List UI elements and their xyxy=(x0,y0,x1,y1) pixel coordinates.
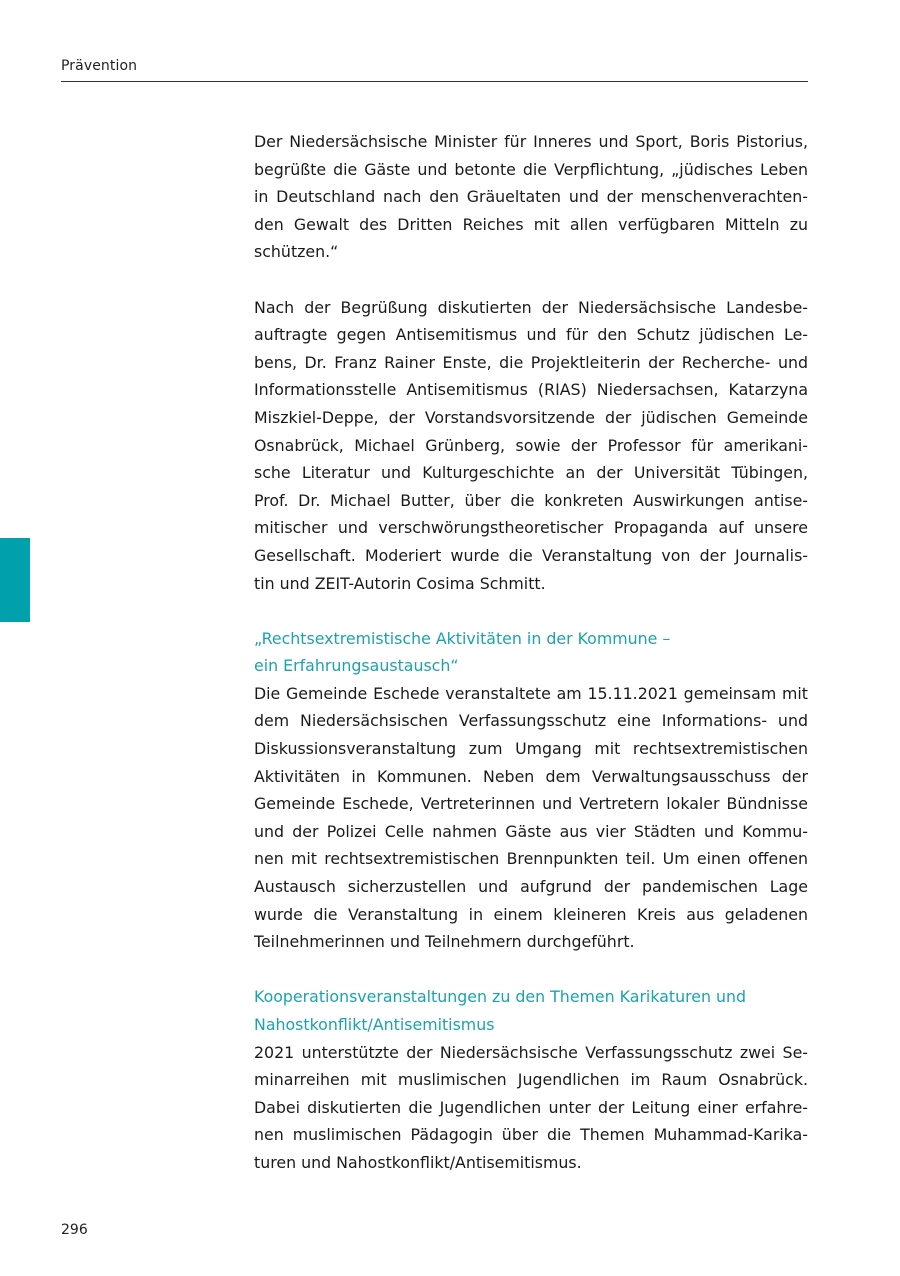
text-line: nen muslimischen Pädagogin über die Themen Muhammad-Karika- xyxy=(254,1125,808,1145)
running-header: Prävention xyxy=(61,58,138,74)
text-line: Dabei diskutierten die Jugendlichen unter der Leitung einer erfahre- xyxy=(254,1097,808,1117)
paragraph-spacer xyxy=(254,597,808,625)
text-line: Prof. Dr. Michael Butter, über die konkreten Auswirkungen antise- xyxy=(254,490,808,510)
text-line: und der Polizei Celle nahmen Gäste aus vier Städten und Kommu- xyxy=(254,821,808,841)
paragraph-spacer xyxy=(254,266,808,294)
text-line: Informationsstelle Antisemitismus (RIAS) Niedersachsen, Katarzyna xyxy=(254,380,808,400)
text-line: Miszkiel-Deppe, der Vorstandsvorsitzende der jüdischen Gemeinde xyxy=(254,407,808,427)
text-line: minarreihen mit muslimischen Jugendlichen im Raum Osnabrück. xyxy=(254,1070,808,1090)
text-line: Aktivitäten in Kommunen. Neben dem Verwaltungsausschuss der xyxy=(254,766,808,786)
text-line: turen und Nahostkonflikt/Antisemitismus. xyxy=(254,1152,582,1172)
section-kooperation xyxy=(254,983,808,1176)
text-line: Gemeinde Eschede, Vertreterinnen und Vertretern lokaler Bündnisse xyxy=(254,794,808,814)
text-line: auftragte gegen Antisemitismus und für den Schutz jüdischen Le- xyxy=(254,325,808,345)
text-line: tin und ZEIT-Autorin Cosima Schmitt. xyxy=(254,573,546,593)
text-line: Der Niedersächsische Minister für Inneres und Sport, Boris Pistorius, xyxy=(254,132,808,151)
section-heading: ein Erfahrungsaustausch“ xyxy=(254,656,459,676)
text-line: 2021 unterstützte der Niedersächsische Verfassungsschutz zwei Se- xyxy=(254,1042,808,1062)
paragraph-panel-discussion xyxy=(254,294,808,598)
text-line: mitischer und verschwörungstheoretischer Propaganda auf unsere xyxy=(254,518,808,538)
header-divider xyxy=(61,81,808,82)
text-line: Die Gemeinde Eschede veranstaltete am 15.11.2021 gemeinsam mit xyxy=(254,683,808,703)
text-line: Gesellschaft. Moderiert wurde die Veranstaltung von der Journalis- xyxy=(254,545,808,565)
text-line: Austausch sicherzustellen und aufgrund der pandemischen Lage xyxy=(254,877,808,897)
text-line: Diskussionsveranstaltung zum Umgang mit rechtsextremistischen xyxy=(254,739,808,759)
section-heading: Nahostkonflikt/Antisemitismus xyxy=(254,1015,495,1034)
text-line: in Deutschland nach den Gräueltaten und der menschenverachten- xyxy=(254,187,808,207)
chapter-marker-tab xyxy=(0,538,30,622)
text-line: dem Niedersächsischen Verfassungsschutz eine Informations- und xyxy=(254,711,808,731)
text-line: wurde die Veranstaltung in einem kleineren Kreis aus geladenen xyxy=(254,904,808,924)
paragraph-spacer xyxy=(254,956,808,984)
text-line: begrüßte die Gäste und betonte die Verpflichtung, „jüdisches Leben xyxy=(254,159,808,179)
text-line: schützen.“ xyxy=(254,242,339,262)
section-heading: Kooperationsveranstaltungen zu den Themen Karikaturen und xyxy=(254,987,747,1007)
text-line: Teilnehmerinnen und Teilnehmern durchgeführt. xyxy=(254,932,635,952)
page-number: 296 xyxy=(61,1222,88,1238)
section-heading: „Rechtsextremistische Aktivitäten in der Kommune – xyxy=(254,628,671,648)
paragraph-minister-greeting xyxy=(254,128,808,266)
text-line: Nach der Begrüßung diskutierten der Niedersächsische Landesbe- xyxy=(254,297,808,317)
text-line: bens, Dr. Franz Rainer Enste, die Projektleiterin der Recherche- und xyxy=(254,352,808,372)
text-line: sche Literatur und Kulturgeschichte an der Universität Tübingen, xyxy=(254,463,808,483)
section-rechtsextremismus xyxy=(254,625,808,956)
text-line: den Gewalt des Dritten Reiches mit allen verfügbaren Mitteln zu xyxy=(254,214,808,234)
main-content xyxy=(254,128,808,1177)
text-line: nen mit rechtsextremistischen Brennpunkten teil. Um einen offenen xyxy=(254,849,808,869)
text-line: Osnabrück, Michael Grünberg, sowie der Professor für amerikani- xyxy=(254,435,808,455)
